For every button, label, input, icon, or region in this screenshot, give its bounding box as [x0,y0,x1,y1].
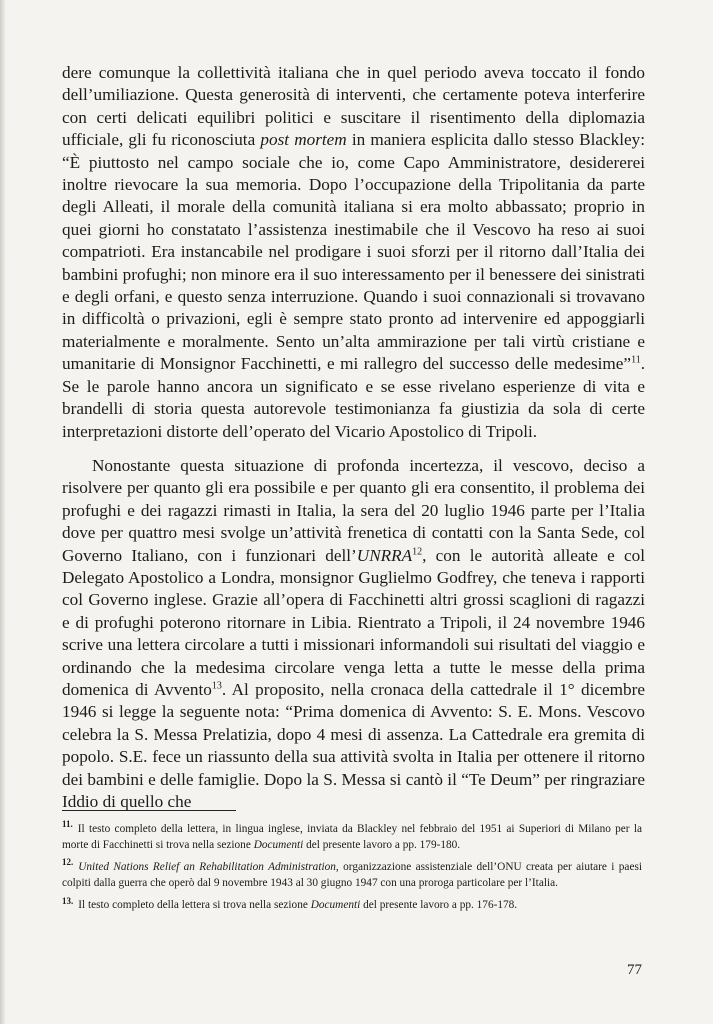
footnotes [62,819,643,921]
italic-phrase: Documenti [310,899,361,912]
footnote-11 [62,819,642,853]
text-run: . Al proposito, nella cronaca della cattedrale il 1° dicembre 1946 si legge la seguente nota: “Prima domenica di Avvento: S. E. Mons. Vescovo celebra la S. Messa Prelatizia, dopo 4 mesi di assenza. La Cattedrale era gremita di popolo. S.E. fece un riassunto della sua attività svolta in Italia per ottenere il ritorno dei bambini e delle famiglie. Dopo la S. Messa si cantò il “Te Deum” per ringraziare Iddio di quello che [62,679,645,811]
footnote-number: 11. [62,819,73,830]
page-edge-shadow [0,0,6,1024]
text-run: Nonostante questa situazione di profonda incertezza, il vescovo, deciso a risolvere per quanto gli era possibile e per quanto gli era consentito, il problema dei profughi e dei ragazzi rimasti in Italia, la sera del 20 luglio 1946 parte per l’Italia dove per quattro mesi svolge un’attività frenetica di contatti con la Santa Sede, col Governo Italiano, con i funzionari dell’ [62,455,645,565]
paragraph-2 [62,455,645,814]
text-run: , organizzazione assistenziale dell’ONU creata per aiutare i paesi colpiti dalla guerra che operò dal 9 novembre 1943 al 30 giugno 1947 con una proroga particolare per l’Italia. [62,861,643,889]
footnote-separator [62,810,236,811]
footnote-number: 13. [62,895,74,906]
paragraph-1 [62,62,645,443]
italic-phrase: post mortem [260,130,347,150]
footnote-number: 12. [62,857,74,868]
footnote-ref-13[interactable]: 13 [211,680,222,692]
footnote-ref-12[interactable]: 12 [412,545,423,557]
text-run: in maniera esplicita dallo stesso Blackley: “È piuttosto nel campo sociale che io, come Capo Amministratore, desidererei inoltre rievocare la sua memoria. Dopo l’occupazione della Tripolitania da parte degli Alleati, il morale della comunità italiana si era molto abbassato; proprio in quei giorni ho constatato l’assistenza inestimabile che il Vescovo ha reso ai suoi compatrioti. Era instancabile nel prodigare i suoi sforzi per il ritorno dall’Italia dei bambini profughi; non minore era il suo interessamento per il benessere dei sinistrati e degli orfani, e questo senza interruzione. Quando i suoi connazionali si trovavano in difficoltà o privazioni, egli è sempre stato pronto ad intervenire ed appoggiarli materialmente e moralmente. Sento un’alta ammirazione per tali virtù cristiane e umanitarie di Monsignor Facchinetti, e mi rallegro del successo delle medesime” [62,130,646,374]
italic-phrase: Documenti [253,838,304,851]
italic-phrase: UNRRA [356,545,413,565]
text-run: Il testo completo della lettera si trova nella sezione [78,899,311,912]
text-run: del presente lavoro a pp. 176-178. [360,899,518,912]
text-run: , con le autorità alleate e col Delegato Apostolico a Londra, monsignor Guglielmo Godfrey, che teneva i rapporti col Governo inglese. Grazie all’opera di Facchinetti altri grossi scaglioni di ragazzi e di profughi poterono ritornare in Libia. Rientrato a Tripoli, il 24 novembre 1946 scrive una lettera circolare a tutti i missionari informandoli sui risultati del viaggio e ordinando che la medesima circolare venga letta a tutte le messe della prima domenica di Avvento [62,545,645,699]
text-run: Il testo completo della lettera, in lingua inglese, inviata da Blackley nel febbraio del 1951 ai Superiori di Milano per la morte di Facchinetti si trova nella sezione [62,823,642,851]
main-text [62,62,645,813]
footnote-ref-11[interactable]: 11 [631,354,641,366]
text-run: del presente lavoro a pp. 179-180. [303,838,461,851]
page-number: 77 [627,962,642,978]
italic-phrase: United Nations Relief an Rehabilitation Administration [78,861,336,874]
footnote-13 [62,895,642,914]
footnote-12 [62,857,643,891]
text-run: . Se le parole hanno ancora un significato e se esse rivelano esperienze di vita e brandelli di storia questa autorevole testimonianza fa giustizia da sola di certe interpretazioni distorte dell’operato del Vicario Apostolico di Tripoli. [62,354,645,441]
text-run: dere comunque la collettività italiana che in quel periodo aveva toccato il fondo dell’umiliazione. Questa generosità di interventi, che certamente poteva interferire con certi delicati equilibri politici e suscitare il risentimento della diplomazia ufficiale, gli fu riconosciuta [62,63,645,150]
